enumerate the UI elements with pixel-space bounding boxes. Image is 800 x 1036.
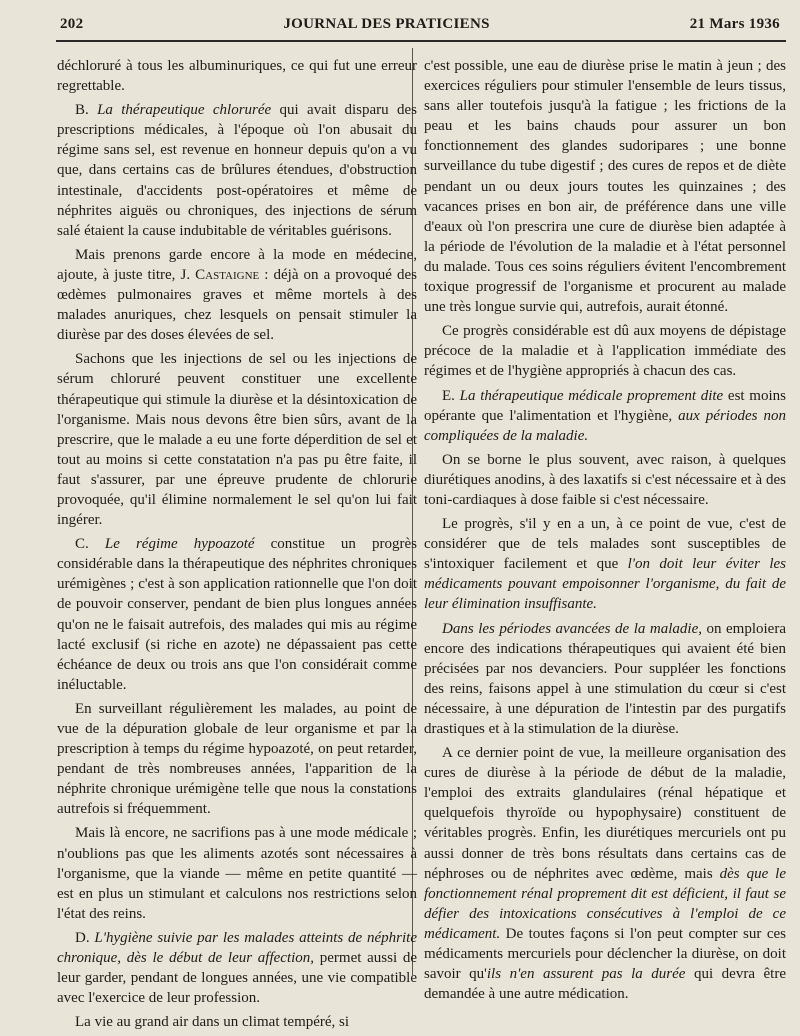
text-run: Ce progrès considérable est dû aux moyens de dépistage précoce de la maladie et à l'application immédiate des régimes et de l'hygiène appropriés à chacun des cas. [424, 323, 786, 380]
text-run: On se borne le plus souvent, avec raison, à quelques diurétiques anodins, à des laxatifs si c'est nécessaire et à des toni-cardiaques à dose faible si c'est nécessaire. [424, 451, 786, 508]
author-name: Castaigne [195, 266, 260, 283]
text-run: on emploiera encore des indications thérapeutiques qui avaient été bien précisées par nos devanciers. Pour suppléer les fonctions des reins, faisons appel à une stimulation du cœur si c'est nécessaire, à une dépuration de l'intestin par des purgatifs drastiques et à la stimulation de la diurèse. [424, 620, 786, 737]
text-run: En surveillant régulièrement les malades, au point de vue de la dépuration globale de leur organisme et par la prescription à temps du régime hypoazoté, on peut retarder, pendant de très nombreuses années, l'apparition de la néphrite chronique urémigène telle que nous la constations autrefois si fréquemment. [57, 700, 417, 818]
italic-text: aux périodes non compliquées de la maladie. [424, 407, 786, 444]
text-run: Sachons que les injections de sel ou les injections de sérum chloruré peuvent constituer une excellente thérapeutique qui stimule la diurèse et la désintoxication de l'organisme. Mais nous devons être bien sûrs, avant de la prescrire, que le malade a eu une forte déperdition de sel et tout au moins si cette constatation n'a pas pu être faite, il faut s'assurer, par une épreuve prudente de chlorurie provoquée, qu'il élimine normalement le sel qu'on lui fait ingérer. [57, 351, 417, 529]
text-run: Le progrès, s'il y en a un, à ce point de vue, c'est de considérer que de tels malades sont susceptibles de s'intoxiquer facilement et que [424, 516, 786, 573]
italic-text: Dans les périodes avancées de la maladie, [442, 620, 702, 637]
italic-text: l'on doit leur éviter les médicaments pouvant empoisonner l'organisme, du fait de leur élimination insuffisante. [424, 556, 786, 613]
text-run: E. [442, 387, 460, 404]
paragraph [57, 699, 417, 820]
journal-title: JOURNAL DES PRATICIENS [283, 16, 490, 32]
paragraph [424, 619, 786, 740]
paragraph [424, 56, 786, 317]
page-number: 202 [60, 16, 84, 32]
running-header [60, 16, 780, 38]
paragraph [57, 349, 417, 530]
text-run: qui devra être demandée à une autre médication. [424, 966, 786, 1003]
paragraph [424, 450, 786, 510]
paragraph [57, 56, 417, 96]
italic-text: dès que le fonctionnement rénal proprement dit est déficient, il faut se défier des intoxications consécutives à l'emploi de ce médicament. [424, 865, 786, 942]
paragraph [57, 534, 417, 695]
text-run: qui avait disparu des prescriptions médicales, à l'époque où l'on abusait du régime sans sel, est revenue en honneur depuis qu'on a vu que, dans certains cas de brûlures étendues, d'obstruction intestinale, d'accidents post-opératoires et même de néphrites aiguës ou chroniques, des injections de sérum salé étaient la cause indubitable de véritables guérisons. [57, 102, 417, 239]
paragraph [57, 1012, 417, 1032]
text-run: B. [75, 102, 98, 119]
paragraph [424, 386, 786, 446]
left-column [57, 56, 417, 1036]
text-run: : déjà on a provoqué des œdèmes pulmonaires graves et même mortels à des malades anuriques, chez lesquels on pensait stimuler la diurèse par des doses élevées de sel. [57, 266, 417, 344]
header-rule [56, 40, 786, 42]
text-run: est moins opérante que l'alimentation et l'hygiène, [424, 387, 786, 424]
paragraph [57, 100, 417, 241]
paragraph [424, 514, 786, 614]
text-run: La vie au grand air dans un climat tempéré, si [75, 1014, 350, 1031]
paragraph [57, 823, 417, 923]
text-run: De toutes façons si l'on peut compter sur ces médicaments mercuriels pour déclencher la diurèse, on doit savoir qu' [424, 925, 786, 983]
paragraph [424, 321, 786, 381]
italic-text: La thérapeutique médicale proprement dite [459, 387, 724, 404]
italic-text: L'hygiène suivie par les malades atteints de néphrite chronique, dès le début de leur affection, [57, 929, 417, 967]
print-smudge [590, 990, 620, 1000]
text-run: c'est possible, une eau de diurèse prise le matin à jeun ; des exercices réguliers pour stimuler l'ensemble de leurs tissus, sans aller toutefois jusqu'à la fatigue ; les frictions de la peau et les bains chauds pour assurer un bon fonctionnement des glandes sudoripares ; une bonne surveillance du tube digestif ; des cures de repos et de diète pendant un ou deux jours toutes les quinzaines ; des vacances prises en bon air, de préférence dans une ville d'eaux où l'on prescrira une cure de diurèse bien adaptée à la période de l'évolution de la maladie et à l'état personnel du malade. Tous ces soins réguliers évitent l'encombrement toxique progressif de l'organisme et procurent au malade une très longue survie qui, autrefois, aurait étonné. [424, 58, 786, 316]
text-run: Mais prenons garde encore à la mode en médecine, ajoute, à juste titre, J. [57, 246, 417, 283]
right-column [424, 56, 786, 1008]
text-run: C. [75, 536, 105, 553]
paragraph [424, 743, 786, 1004]
paragraph [57, 928, 417, 1008]
text-run: A ce dernier point de vue, la meilleure organisation des cures de diurèse à la période de début de la maladie, l'emploi des extraits glandulaires (rénal hépatique et quelquefois thyroïde ou hypophysaire) constituent de véritables progrès. Enfin, les diurétiques mercuriels ont pu aussi donner de très bons résultats dans certains cas de néphroses ou de néphrites avec œdème, mais [424, 745, 786, 882]
italic-text: ils n'en assurent pas la durée [486, 966, 686, 983]
paragraph [57, 245, 417, 345]
italic-text: Le régime hypoazoté [104, 536, 255, 553]
issue-date: 21 Mars 1936 [689, 16, 780, 32]
italic-text: La thérapeutique chlorurée [97, 102, 272, 119]
text-run: D. [75, 929, 95, 946]
text-run: Mais là encore, ne sacrifions pas à une mode médicale ; n'oublions pas que les aliments azotés sont nécessaires à l'organisme, que la viande — même en petite quantité — est en plus un stimulant et calculons nos restrictions selon l'état des reins. [57, 825, 417, 922]
text-run: déchloruré à tous les albuminuriques, ce qui fut une erreur regrettable. [57, 58, 417, 95]
text-run: constitue un progrès considérable dans la thérapeutique des néphrites chroniques urémigènes ; c'est à son application rationnelle que l'on doit de pouvoir conserver, pendant de bien plus longues années qu'on ne le faisait autrefois, des malades qui mis au régime lacté exclusif (si riche en azote) ne dépassaient pas cette échéance de deux ou trois ans que l'on considérait comme inéluctable. [57, 536, 417, 693]
text-run: permet aussi de leur garder, pendant de longues années, une vie compatible avec l'exercice de leur profession. [57, 950, 417, 1007]
